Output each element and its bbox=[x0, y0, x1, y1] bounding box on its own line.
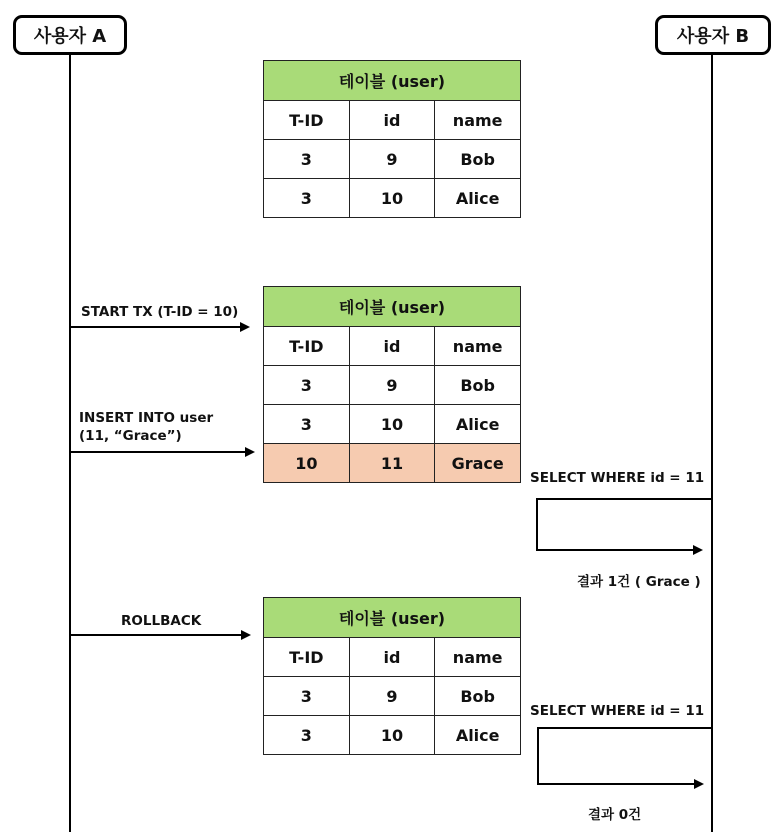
self-call-top-2 bbox=[537, 727, 712, 729]
cell-tid: 3 bbox=[264, 677, 350, 716]
column-header: name bbox=[435, 101, 521, 140]
message-insert-line1: INSERT INTO user bbox=[79, 410, 214, 426]
cell-id: 9 bbox=[349, 140, 435, 179]
self-call-bottom-2 bbox=[537, 783, 694, 785]
table-row bbox=[264, 405, 521, 444]
cell-id: 9 bbox=[349, 677, 435, 716]
message-insert-line2: (11, “Grace”) bbox=[79, 428, 182, 444]
self-call-top-1 bbox=[536, 498, 712, 500]
cell-tid: 3 bbox=[264, 140, 350, 179]
user-table-initial bbox=[263, 60, 521, 218]
table-row bbox=[264, 140, 521, 179]
cell-name: Alice bbox=[435, 179, 521, 218]
query-select-2: SELECT WHERE id = 11 bbox=[530, 703, 705, 719]
cell-name: Bob bbox=[435, 140, 521, 179]
actor-user-a: 사용자 A bbox=[13, 15, 127, 55]
lifeline-user-a bbox=[69, 55, 71, 832]
self-call-bottom-1 bbox=[536, 549, 693, 551]
self-call-side-1 bbox=[536, 498, 538, 550]
column-header: T-ID bbox=[264, 638, 350, 677]
cell-name: Alice bbox=[435, 716, 521, 755]
query-result-2: 결과 0건 bbox=[588, 807, 642, 823]
table-row bbox=[264, 677, 521, 716]
cell-tid: 10 bbox=[264, 444, 350, 483]
cell-id: 11 bbox=[349, 444, 435, 483]
column-header: id bbox=[349, 638, 435, 677]
cell-name: Alice bbox=[435, 405, 521, 444]
table-caption: 테이블 (user) bbox=[264, 61, 521, 101]
cell-id: 10 bbox=[349, 179, 435, 218]
table-row-highlighted bbox=[264, 444, 521, 483]
user-table-after-rollback bbox=[263, 597, 521, 755]
table-caption: 테이블 (user) bbox=[264, 598, 521, 638]
cell-id: 9 bbox=[349, 366, 435, 405]
lifeline-user-b bbox=[711, 55, 713, 832]
table-row bbox=[264, 716, 521, 755]
arrow-insert bbox=[70, 451, 245, 453]
cell-id: 10 bbox=[349, 716, 435, 755]
message-start-tx: START TX (T-ID = 10) bbox=[81, 304, 239, 320]
cell-id: 10 bbox=[349, 405, 435, 444]
table-row bbox=[264, 366, 521, 405]
arrow-head-rollback bbox=[241, 630, 251, 640]
query-result-1: 결과 1건 ( Grace ) bbox=[577, 574, 701, 590]
cell-tid: 3 bbox=[264, 179, 350, 218]
column-header: T-ID bbox=[264, 101, 350, 140]
cell-name: Bob bbox=[435, 677, 521, 716]
arrow-start-tx bbox=[70, 326, 240, 328]
message-rollback: ROLLBACK bbox=[121, 613, 202, 629]
cell-tid: 3 bbox=[264, 716, 350, 755]
actor-user-b: 사용자 B bbox=[655, 15, 771, 55]
column-header: id bbox=[349, 101, 435, 140]
cell-tid: 3 bbox=[264, 405, 350, 444]
self-call-side-2 bbox=[537, 727, 539, 784]
column-header: name bbox=[435, 638, 521, 677]
cell-tid: 3 bbox=[264, 366, 350, 405]
column-header: T-ID bbox=[264, 327, 350, 366]
cell-name: Grace bbox=[435, 444, 521, 483]
arrow-head-start-tx bbox=[240, 322, 250, 332]
table-row bbox=[264, 179, 521, 218]
arrow-head-select-1 bbox=[693, 545, 703, 555]
query-select-1: SELECT WHERE id = 11 bbox=[530, 470, 705, 486]
column-header: id bbox=[349, 327, 435, 366]
column-header: name bbox=[435, 327, 521, 366]
arrow-rollback bbox=[70, 634, 241, 636]
arrow-head-insert bbox=[245, 447, 255, 457]
cell-name: Bob bbox=[435, 366, 521, 405]
table-caption: 테이블 (user) bbox=[264, 287, 521, 327]
user-table-after-insert bbox=[263, 286, 521, 483]
arrow-head-select-2 bbox=[694, 779, 704, 789]
